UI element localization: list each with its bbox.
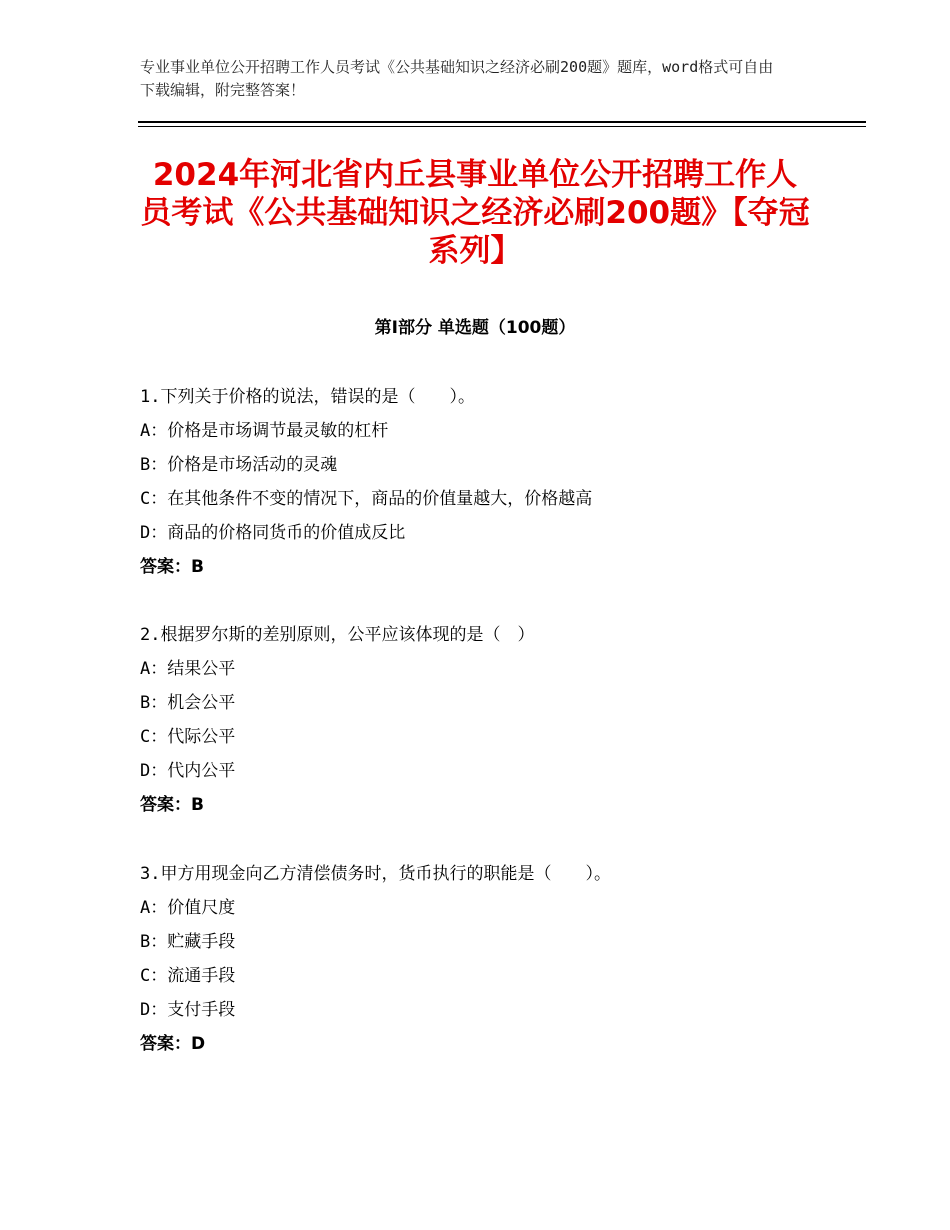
question-2 — [140, 618, 840, 822]
option-c: C：代际公平 — [140, 727, 236, 747]
question-stem: 1.下列关于价格的说法，错误的是（ ）。 — [140, 387, 475, 407]
option-b: B：贮藏手段 — [140, 932, 236, 952]
option-c: C：流通手段 — [140, 966, 236, 986]
option-a: A：价格是市场调节最灵敏的杠杆 — [140, 421, 389, 441]
option-d: D：支付手段 — [140, 1000, 236, 1020]
question-stem: 2.根据罗尔斯的差别原则，公平应该体现的是（ ） — [140, 625, 535, 645]
header-divider-thick — [138, 121, 866, 123]
option-c: C：在其他条件不变的情况下，商品的价值量越大，价格越高 — [140, 489, 593, 509]
question-1 — [140, 380, 840, 584]
option-a: A：结果公平 — [140, 659, 236, 679]
header-note: 专业事业单位公开招聘工作人员考试《公共基础知识之经济必刷200题》题库，word格式可自由下载编辑，附完整答案！ — [140, 58, 774, 99]
document-title: 2024年河北省内丘县事业单位公开招聘工作人员考试《公共基础知识之经济必刷200题》【夺冠系列】 — [140, 157, 810, 269]
option-b: B：机会公平 — [140, 693, 236, 713]
option-d: D：商品的价格同货币的价值成反比 — [140, 523, 406, 543]
option-d: D：代内公平 — [140, 761, 236, 781]
section-heading: 第Ⅰ部分 单选题（100题） — [374, 318, 576, 338]
question-3 — [140, 857, 840, 1061]
option-b: B：价格是市场活动的灵魂 — [140, 455, 338, 475]
answer: 答案：B — [140, 557, 204, 577]
answer: 答案：B — [140, 795, 204, 815]
option-a: A：价值尺度 — [140, 898, 236, 918]
header-divider-thin — [138, 126, 866, 127]
question-stem: 3.甲方用现金向乙方清偿债务时，货币执行的职能是（ ）。 — [140, 864, 611, 884]
answer: 答案：D — [140, 1034, 206, 1054]
